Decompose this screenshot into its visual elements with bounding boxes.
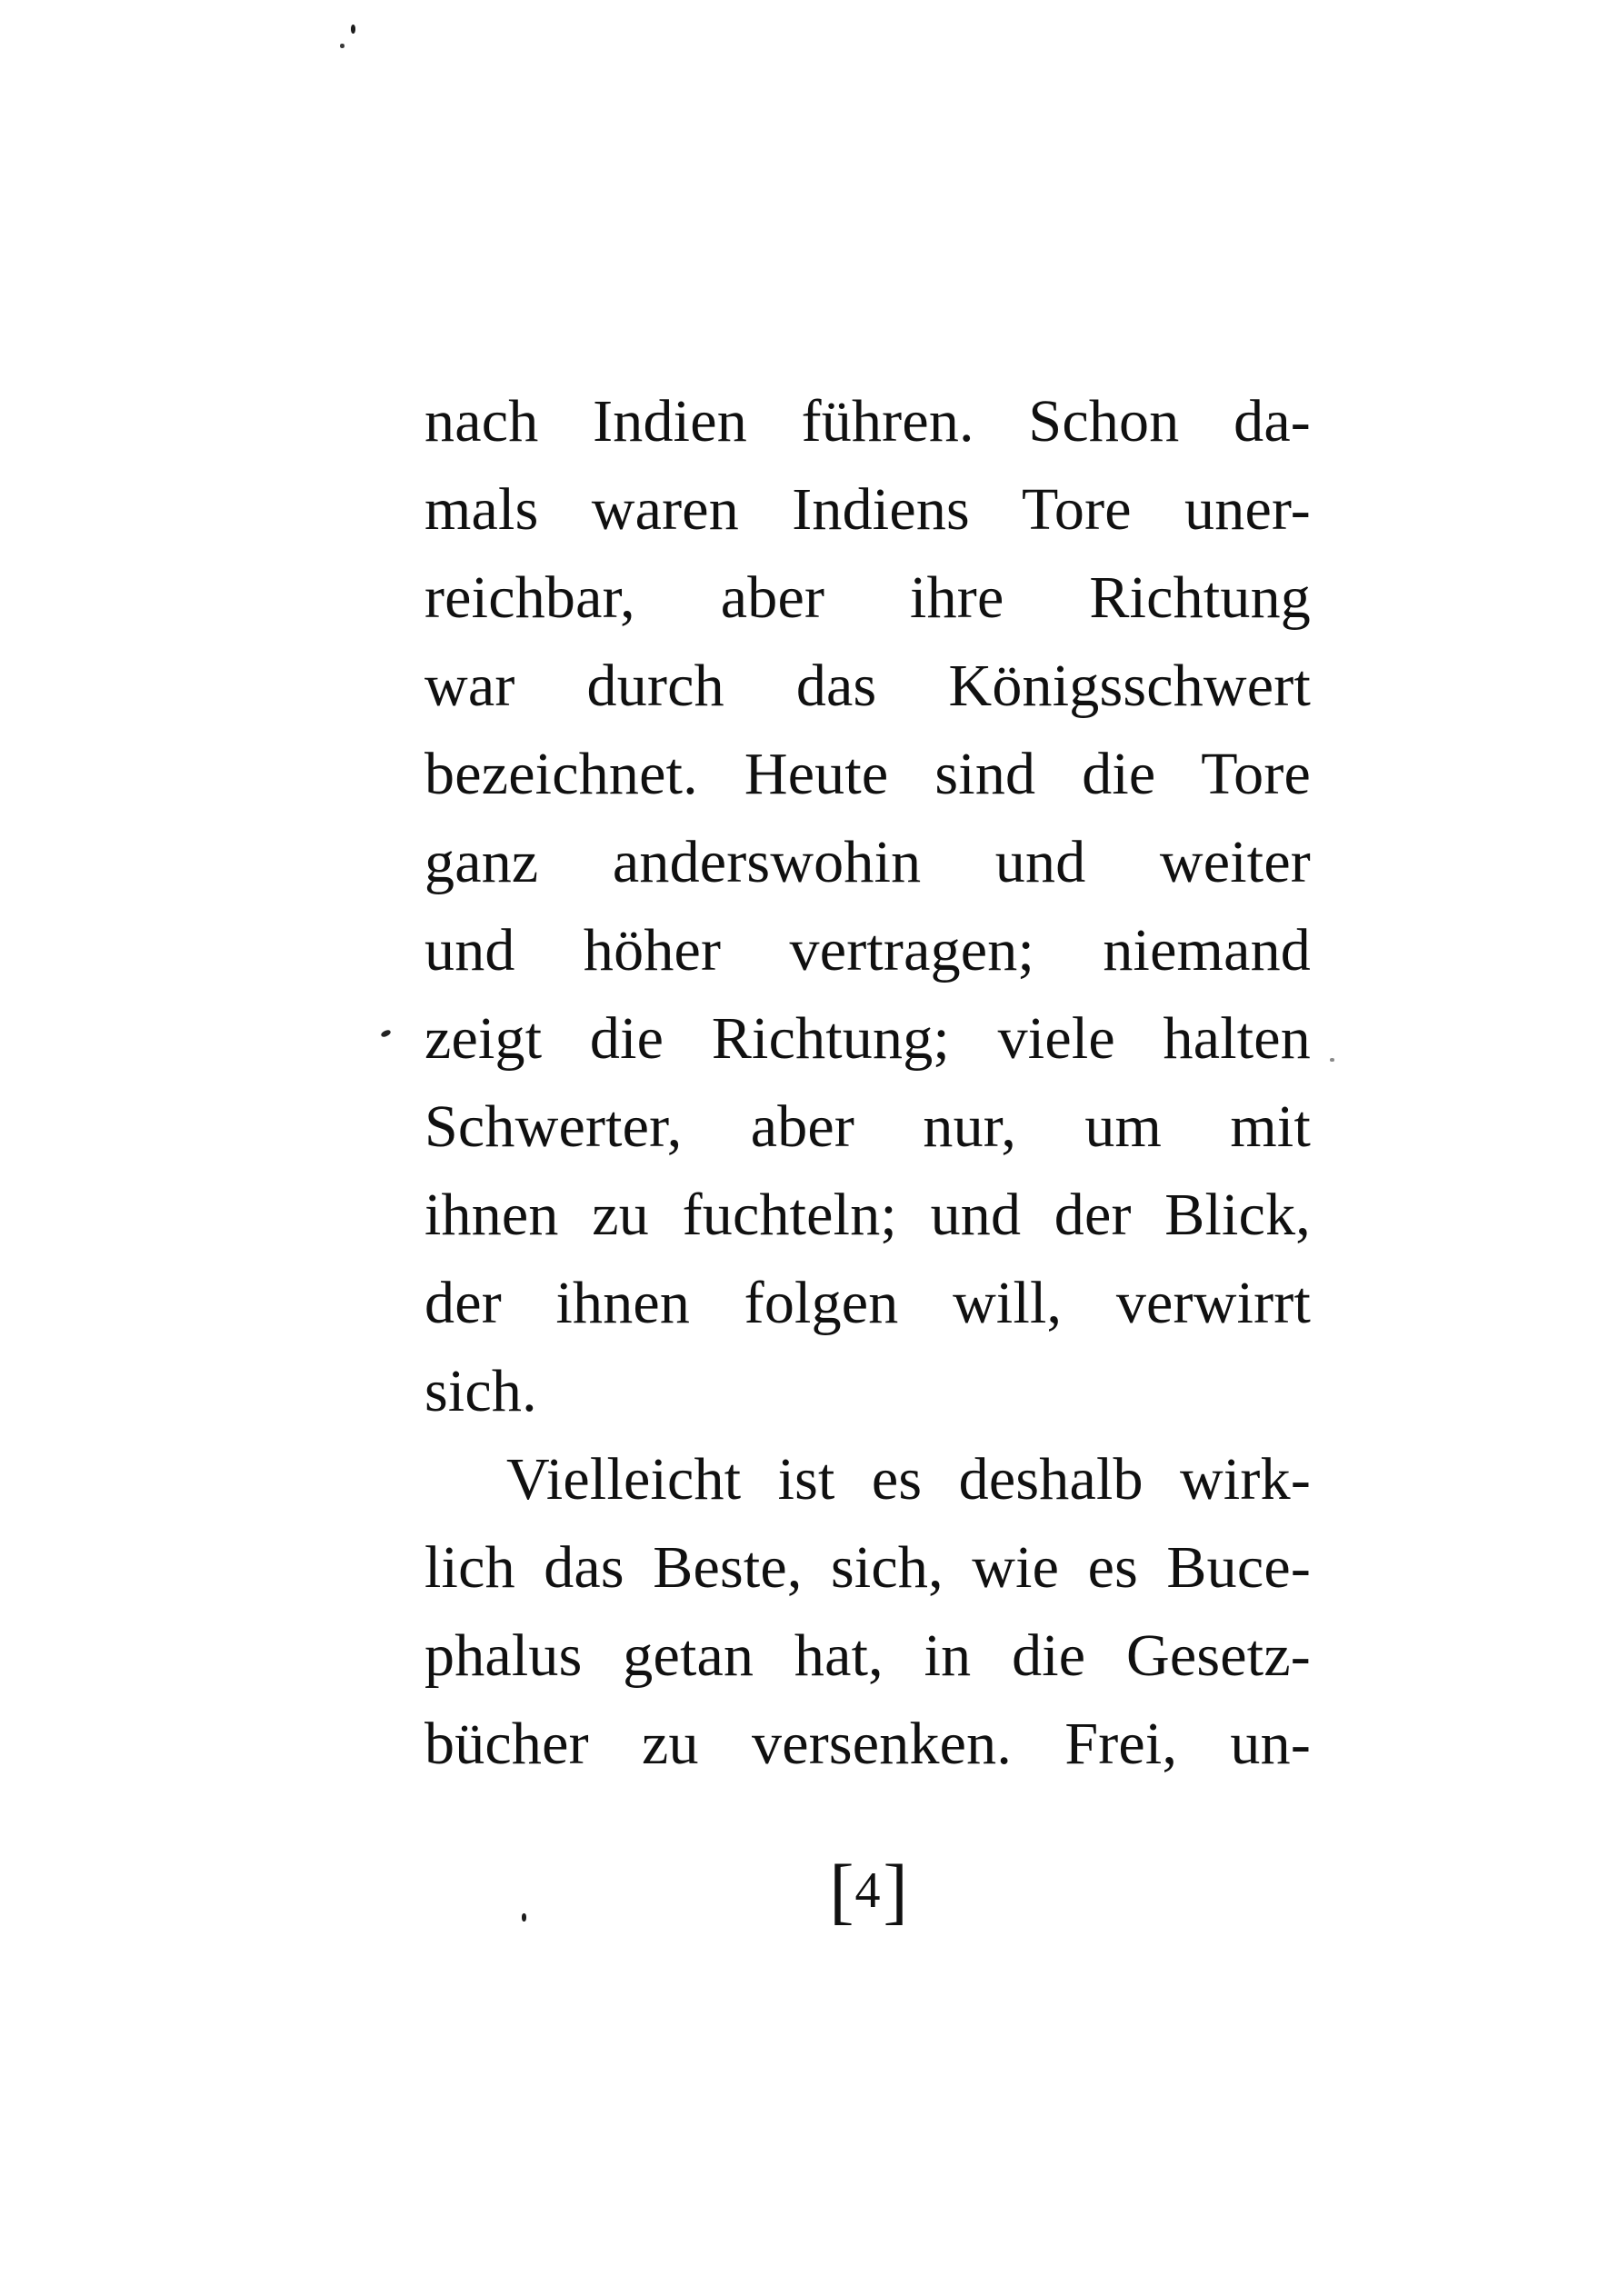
text-line: bezeichnet. Heute sind die Tore (424, 741, 1311, 807)
scan-speck (1330, 1058, 1334, 1062)
text-line: lich das Beste, sich, wie es Buce- (424, 1534, 1311, 1601)
text-line: phalus getan hat, in die Gesetz- (424, 1622, 1311, 1689)
text-line: Vielleicht ist es deshalb wirk- (506, 1446, 1311, 1512)
scan-speck (522, 1913, 526, 1922)
text-line: zeigt die Richtung; viele halten (424, 1005, 1311, 1072)
text-line: Schwerter, aber nur, um mit (424, 1093, 1311, 1160)
text-line: sich. (424, 1358, 537, 1424)
scan-speck (351, 25, 355, 34)
text-line: der ihnen folgen will, verwirrt (424, 1270, 1311, 1336)
page-number-digit: 4 (854, 1862, 881, 1919)
text-line: reichbar, aber ihre Richtung (424, 564, 1311, 631)
text-line: nach Indien führen. Schon da- (424, 388, 1311, 454)
text-line: mals waren Indiens Tore uner- (424, 476, 1311, 543)
text-line: ganz anderswohin und weiter (424, 829, 1311, 895)
text-line: ihnen zu fuchteln; und der Blick, (424, 1182, 1311, 1248)
page-number-open-bracket: [ (829, 1849, 853, 1932)
scan-speck (340, 44, 345, 48)
scan-speck (380, 1029, 392, 1038)
text-line: war durch das Königsschwert (424, 653, 1311, 719)
page-number (424, 1845, 1311, 1945)
page-number-close-bracket: ] (883, 1849, 906, 1932)
text-line: und höher vertragen; niemand (424, 917, 1311, 983)
text-line: bücher zu versenken. Frei, un- (424, 1711, 1311, 1777)
text-block (424, 377, 1311, 1788)
